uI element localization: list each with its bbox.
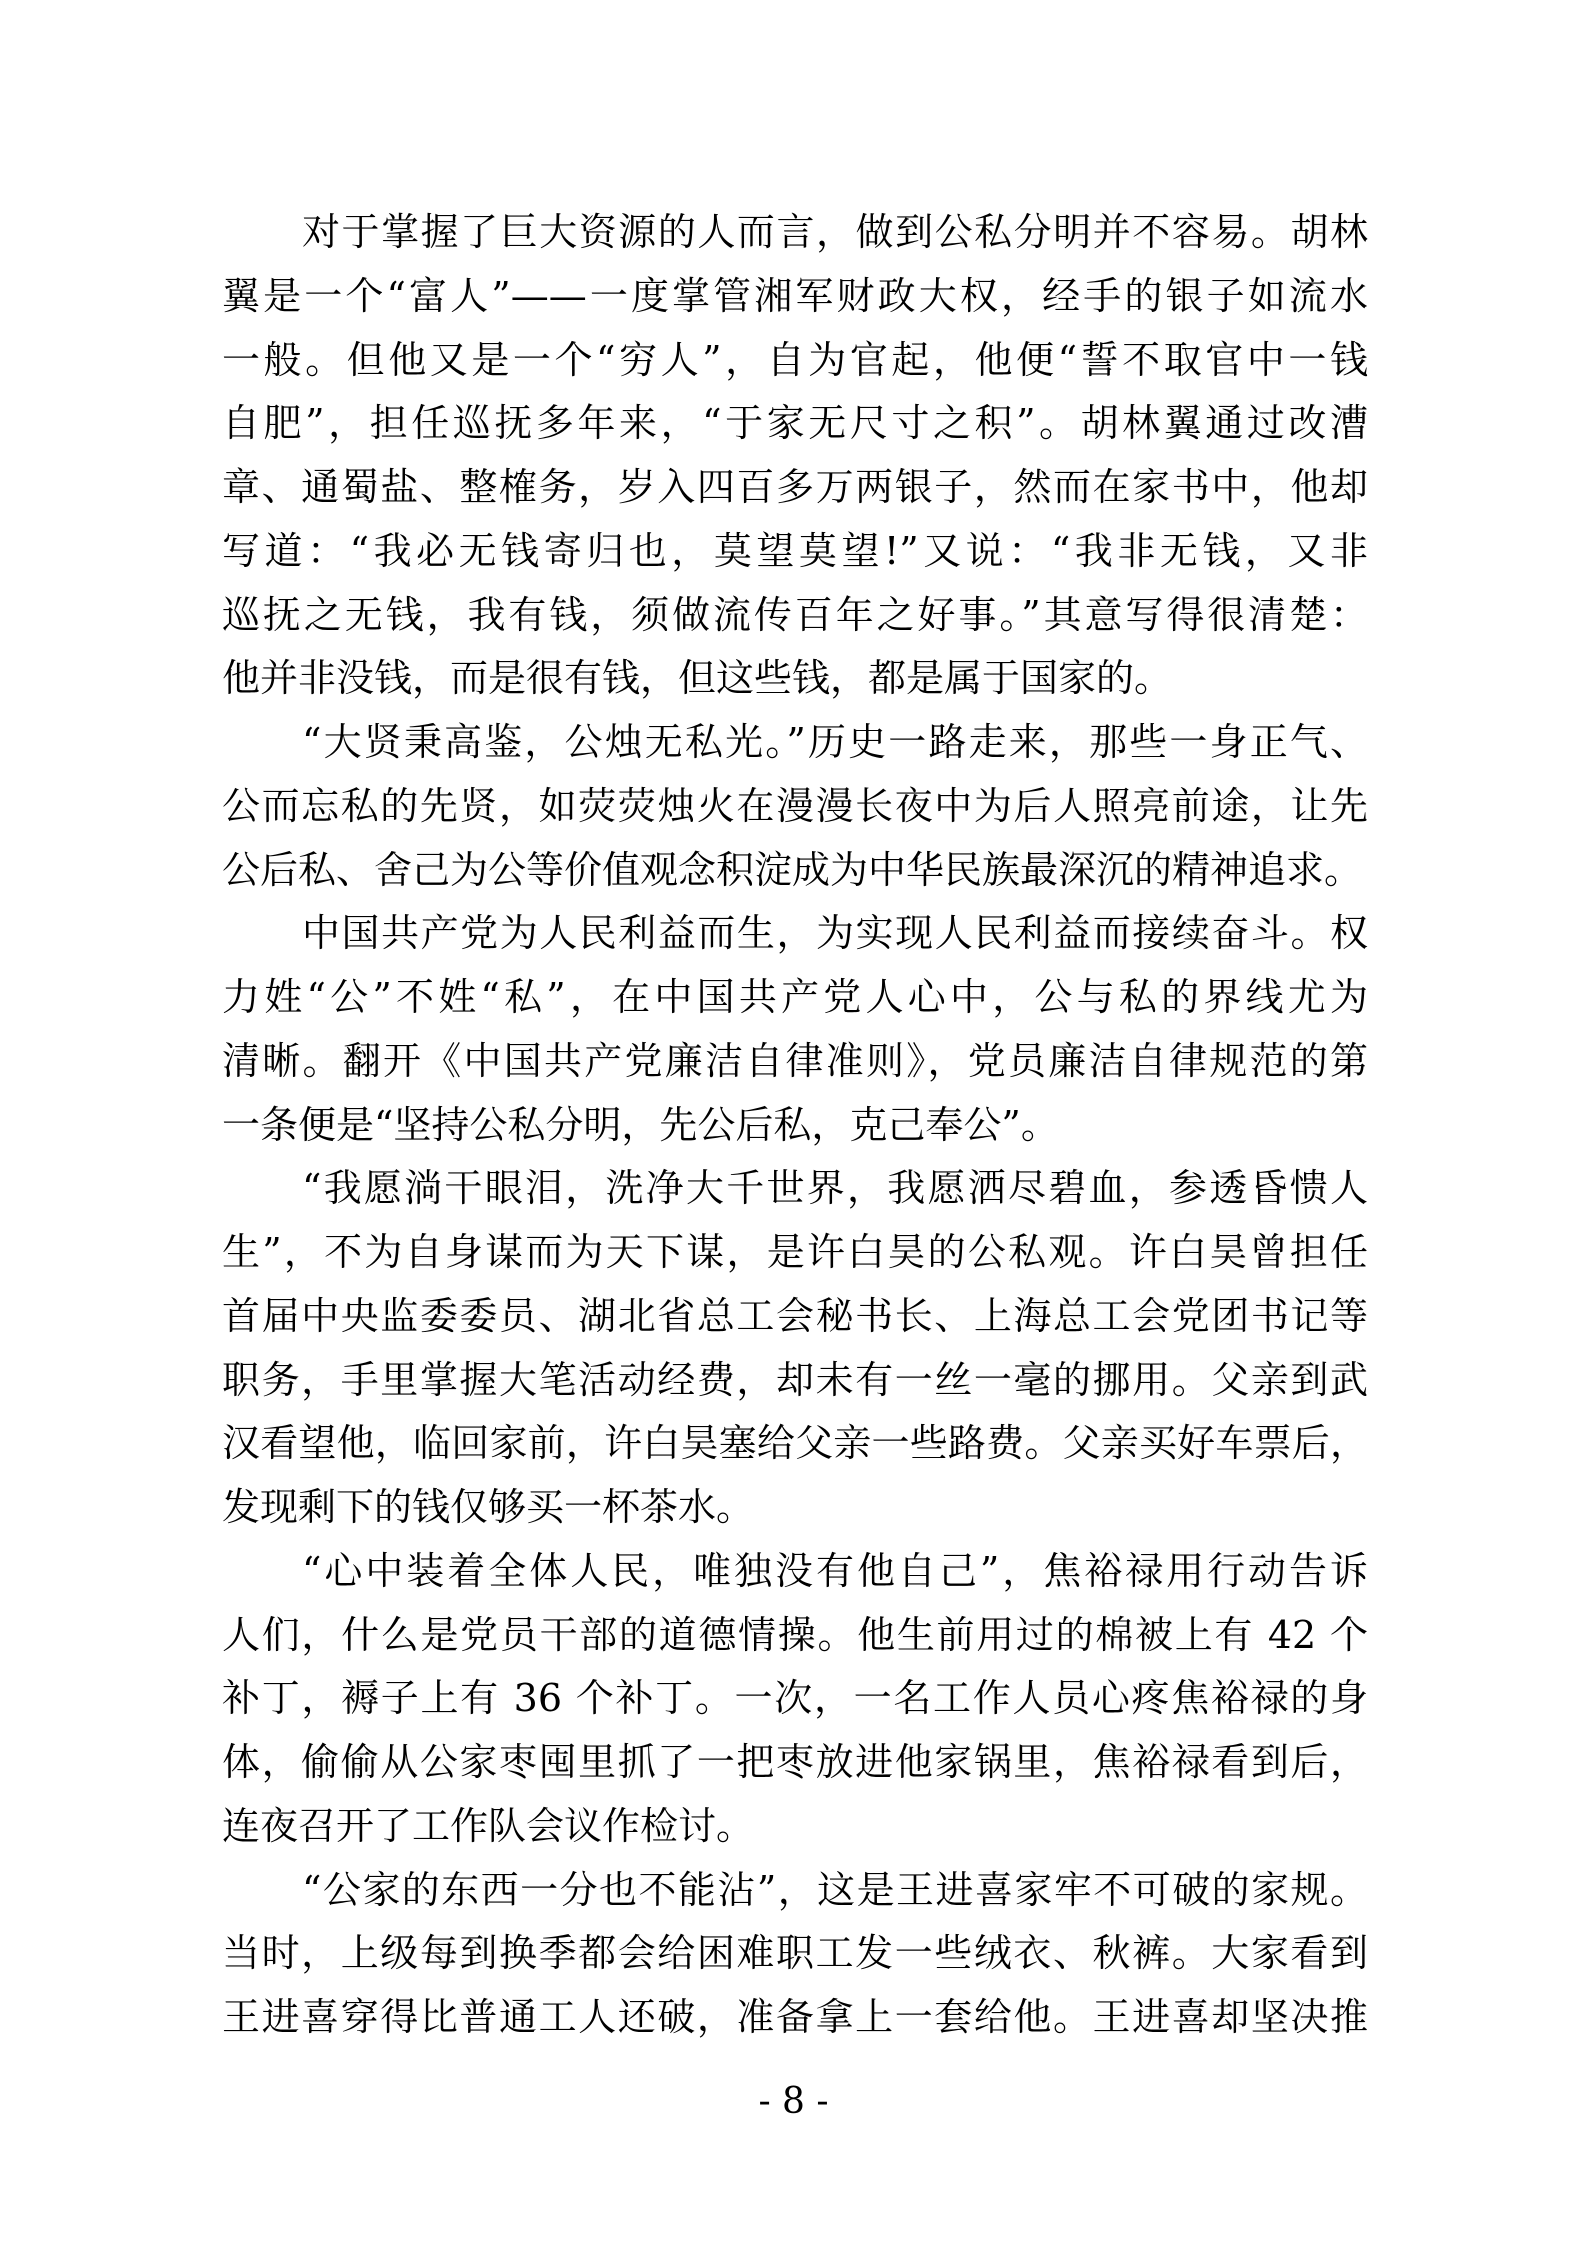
text-line: 对于掌握了巨大资源的人而言，做到公私分明并不容易。胡林	[302, 210, 1368, 254]
paragraph	[222, 902, 1368, 1157]
text-line: 汉看望他，临回家前，许白昊塞给父亲一些路费。父亲买好车票后，	[222, 1421, 1368, 1466]
text-line: 巡抚之无钱，我有钱，须做流传百年之好事。”其意写得很清楚：	[222, 592, 1368, 637]
text-line: 中国共产党为人民利益而生，为实现人民利益而接续奋斗。权	[302, 911, 1368, 956]
text-line: 公后私、舍己为公等价值观念积淀成为中华民族最深沉的精神追求。	[222, 847, 1363, 892]
text-line: 清晰。翻开《中国共产党廉洁自律准则》，党员廉洁自律规范的第	[222, 1038, 1368, 1083]
text-line: 补丁，褥子上有 36 个补丁。一次，一名工作人员心疼焦裕禄的身	[222, 1676, 1368, 1721]
text-line: “公家的东西一分也不能沾”，这是王进喜家牢不可破的家规。	[302, 1867, 1368, 1912]
text-line: 人们，什么是党员干部的道德情操。他生前用过的棉被上有 42 个	[222, 1612, 1368, 1657]
paragraph	[222, 1859, 1368, 2050]
text-line: 公而忘私的先贤，如荧荧烛火在漫漫长夜中为后人照亮前途，让先	[222, 783, 1368, 828]
paragraph	[222, 711, 1368, 902]
text-line: 一般。但他又是一个“穷人”，自为官起，他便“誓不取官中一钱	[222, 337, 1368, 382]
text-line: 力姓“公”不姓“私”，在中国共产党人心中，公与私的界线尤为	[222, 975, 1368, 1019]
text-line: “心中装着全体人民，唯独没有他自己”，焦裕禄用行动告诉	[302, 1548, 1368, 1593]
text-line: 职务，手里掌握大笔活动经费，却未有一丝一毫的挪用。父亲到武	[222, 1357, 1368, 1402]
text-line: 一条便是“坚持公私分明，先公后私，克己奉公”。	[222, 1102, 1059, 1147]
body-text	[222, 201, 1368, 2050]
text-line: 生”，不为自身谋而为天下谋，是许白昊的公私观。许白昊曾担任	[222, 1230, 1368, 1274]
text-line: 体，偷偷从公家枣囤里抓了一把枣放进他家锅里，焦裕禄看到后，	[222, 1740, 1368, 1784]
text-line: 写道：“我必无钱寄归也，莫望莫望!”又说：“我非无钱，又非	[222, 528, 1368, 573]
text-line: 他并非没钱，而是很有钱，但这些钱，都是属于国家的。	[222, 656, 1173, 701]
page-number: - 8 -	[758, 2081, 829, 2122]
text-line: 当时，上级每到换季都会给困难职工发一些绒衣、秋裤。大家看到	[222, 1931, 1368, 1976]
paragraph	[222, 1540, 1368, 1859]
text-line: 翼是一个“富人”——一度掌管湘军财政大权，经手的银子如流水	[222, 273, 1368, 318]
text-line: 连夜召开了工作队会议作检讨。	[222, 1803, 755, 1848]
text-line: “大贤秉高鉴，公烛无私光。”历史一路走来，那些一身正气、	[302, 720, 1368, 764]
paragraph	[222, 201, 1368, 711]
text-line: 发现剩下的钱仅够买一杯茶水。	[222, 1485, 755, 1529]
text-line: 章、通蜀盐、整榷务，岁入四百多万两银子，然而在家书中，他却	[222, 465, 1368, 509]
paragraph	[222, 1157, 1368, 1540]
text-line: 首届中央监委委员、湖北省总工会秘书长、上海总工会党团书记等	[222, 1293, 1368, 1338]
text-line: “我愿淌干眼泪，洗净大千世界，我愿洒尽碧血，参透昏愦人	[302, 1166, 1368, 1211]
text-line: 自肥”，担任巡抚多年来，“于家无尺寸之积”。胡林翼通过改漕	[222, 401, 1368, 446]
text-line: 王进喜穿得比普通工人还破，准备拿上一套给他。王进喜却坚决推	[222, 1995, 1368, 2039]
